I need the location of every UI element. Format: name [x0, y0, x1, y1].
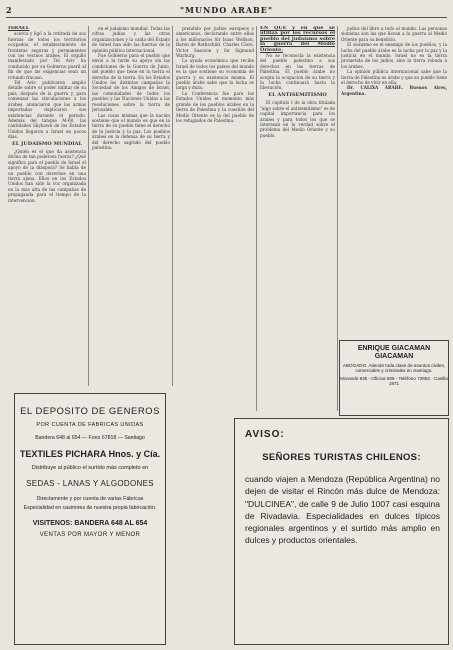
paragraph: El sionismo es el enemigo de los pueblos, y la lucha del pueblo árabe es la lucha por la paz y la justicia en el mundo. Israel no es la tierra prometida de los judíos, sino la tierra robada a los árabes.	[341, 42, 447, 69]
ad-info: ABOGADO. Atiende toda clase de asuntos civiles, comerciales y criminales en Santiago.	[342, 363, 446, 374]
article-column-3	[176, 26, 254, 411]
ad-subtitle: POR CUENTA DE FABRICAS UNIDAS	[36, 422, 144, 428]
paragraph: Fue Gobierno para el pueblo que envió a la tarde su apoyo sin las condiciones de la Guerra de Junio, del pueblo que tiene en la tierra el derecho de la tierra. En los Estados Unidos las distintas campañas la Sociedad de los Amigos de Israel, las comunidades de todos los pueblos y las Naciones Unidas a las resoluciones sobre la tierra de Jerusalén.	[92, 53, 170, 113]
page-number: 2	[6, 5, 12, 15]
paragraph: La ayuda económica que recibe Israel de todos los países del mundo es la que sostiene su economía de guerra y su existencia misma. El pueblo árabe sabe que la lucha es larga y dura.	[176, 58, 254, 91]
paragraph: en el judaísmo mundial. Todas las cifras judías y las otras organizaciones y la caída del Estado de Israel han sido las fuerzas de la opinión pública internacional.	[92, 26, 170, 53]
header-rule	[6, 17, 447, 18]
article-signature: Dr. CALIXA ARABE. Buenos Aires, Argentina.	[341, 85, 447, 96]
ad-sales: VENTAS POR MAYOR Y MENOR	[39, 532, 141, 538]
paragraph: Tel Aviv publicaron amplio detalle sobre el poder militar de su país, después de la guerra y, para comenzar las vinculaciones a los árabes, anunciaron que las armas importadas duplicaron sus existencias durante el período. Además del tanque M-60, las cantidades Skyhawk de los Estados Unidos llegaron a Israel en pocos días.	[8, 80, 86, 140]
page-header	[6, 4, 447, 18]
ad-headline: SEÑORES TURISTAS CHILENOS:	[262, 452, 421, 463]
ad-products: SEDAS - LANAS Y ALGODONES	[26, 479, 154, 488]
article-column-2	[92, 26, 170, 386]
ad-line: Especialidad en casimires de nuestra propia fabricación.	[23, 504, 157, 511]
paragraph: judíos del libro a todo el mundo. Las personas sionistas son las que llevan a la guerra al Medio Oriente para su beneficio.	[341, 26, 447, 42]
ad-name-line2: GIACAMAN	[374, 353, 414, 360]
ad-line: Distribuye al público el surtido más completo en	[31, 465, 149, 471]
paragraph: No se reconocía la existencia del pueblo palestino a sus derechos en las tierras de Palestina. El pueblo árabe no acepta la ocupación de su tierra y la lucha continuará hasta la liberación.	[260, 53, 335, 91]
section-subhead: EL ANTISEMITISMO	[268, 91, 327, 98]
ad-title: EL DEPOSITO DE GENEROS	[20, 406, 160, 417]
ad-label: AVISO:	[245, 429, 285, 440]
column-divider	[172, 26, 173, 386]
paragraph: Las cosas mismas que la nación sostiene que el mundo es que en la tierra de su pueblo tiene el derecho de la justicia y la paz. Los pueblos árabes en la defensa de su tierra y del derecho sagrado del pueblo palestino.	[92, 112, 170, 150]
publication-title: "MUNDO ARABE"	[179, 5, 274, 15]
column-heading: ISRAEL	[8, 26, 30, 31]
paragraph: EN QUE y en que se utiliza por los recursos el pueblo del judaísmo sobre la guerra del Medio Oriente.	[260, 26, 335, 53]
ad-address: Bandera 648 al 654 — Fono 67818 — Santiago	[35, 435, 145, 441]
paragraph: El capítulo I de la obra titulada "algo sobre el antisemitismo" es de capital importancia para los árabes y para todos los que se interesan en la verdad sobre el problema del Medio Oriente y su pueblo.	[260, 100, 335, 138]
ad-visit: VISITENOS: BANDERA 648 AL 654	[32, 520, 148, 527]
article-column-1	[8, 26, 86, 386]
paragraph: prendido por judíos europeos y americanos, declarando entre ellos a los millonarios Sir Isaac Wolfson, Baron de Rothschild, Charles Clore, Victor Sassoon y Sir Sigmund Warburg.	[176, 26, 254, 59]
ad-fabric-store	[14, 393, 166, 645]
section-subhead: EL JUDAISMO MUNDIAL	[11, 140, 83, 147]
paragraph: ¿Quién es el que da asistencia divina de tan poderosa fuerza? ¿Qué significa para el pueblo de Israel el apoyo de la diáspora? Se habla de un pueblo con derechos en una tierra ajena. Ellos en los Estados Unidos han sido la voz organizada en la más alta de las campañas de propaganda para el tiempo de la intervención.	[8, 148, 86, 203]
ad-notice-tourists	[234, 418, 449, 645]
article-column-5	[341, 26, 447, 334]
article-column-4	[260, 26, 335, 411]
paragraph: La Conferencia fue para los Estados Unidos el momento más grande de los pueblos árabes en la tierra de Palestina y la cuestión del Medio Oriente es la del pueblo de los refugiados de Palestina.	[176, 90, 254, 123]
ad-name-line1: ENRIQUE GIACAMAN	[357, 345, 431, 352]
ad-contact: Morandé 835 - Oficina 808 - Teléfono 72852 - Casilla 1971	[340, 375, 448, 387]
paragraph: acerca y ligó a la retirada de sus fuerzas de todos los territorios ocupados, el establecimiento de fronteras seguras y permanentes con los vecinos árabes. El orgullo manifestado por Tel Aviv ha conducido por su Gobierno pueril al fin de que las exigencias sean un rotundo fracaso.	[8, 31, 86, 80]
ad-line: Directamente y por cuenta de varias Fábricas	[36, 496, 144, 502]
column-divider	[256, 26, 257, 411]
ad-lawyer	[339, 340, 449, 416]
ad-brand: TEXTILES PICHARA Hnos. y Cía.	[19, 449, 161, 459]
column-divider	[337, 26, 338, 411]
column-divider	[88, 26, 89, 386]
ad-body: cuando viajen a Mendoza (República Argentina) no dejen de visitar el Rincón más dulce de Mendoza: "DULCINEA", de calle 9 de Julio 1007 casi esquina de Rivadavia. Especialidades en dulces típicos regionales argentinos y el surtido más amplio en dulces y productos orientales.	[245, 474, 440, 546]
paragraph: La opinión pública internacional sabe que la tierra de Palestina es árabe y que su pueblo tiene el derecho de vivir en ella.	[341, 69, 447, 86]
